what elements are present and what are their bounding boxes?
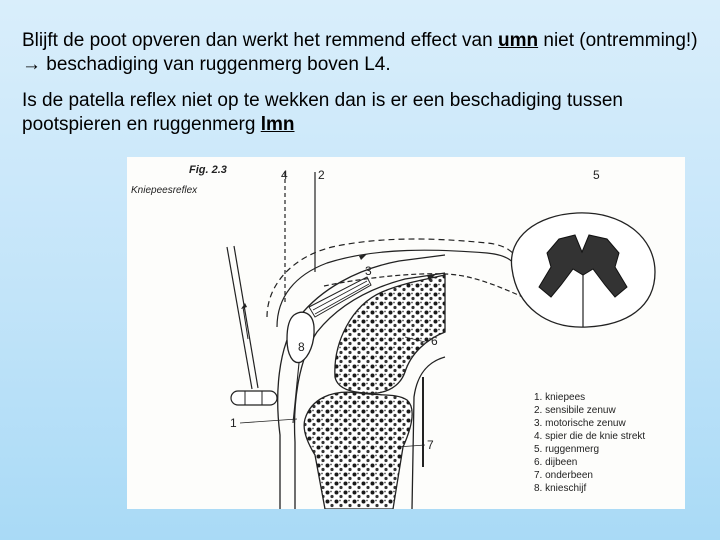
arrow-icon: →	[22, 54, 41, 75]
fig-title: Kniepeesreflex	[131, 185, 198, 196]
legend-item-7: 7. onderbeen	[534, 470, 593, 481]
knee-reflex-figure	[127, 157, 685, 509]
lmn-term: lmn	[260, 114, 295, 135]
legend-divider	[422, 377, 424, 467]
number-7: 7	[427, 438, 434, 452]
number-6: 6	[431, 334, 438, 348]
paragraph-umn	[22, 29, 702, 77]
knee-reflex-diagram	[127, 157, 685, 509]
patella	[287, 312, 314, 362]
legend	[534, 392, 645, 494]
spinal-cord	[511, 213, 655, 327]
number-8: 8	[298, 340, 305, 354]
legend-item-1: 1. kniepees	[534, 392, 586, 403]
paragraph-lmn	[22, 89, 702, 137]
para2-text-a: Is de patella reflex niet op te wekken dan is er een beschadiging tussen pootspieren en ruggenmerg	[22, 90, 623, 135]
number-1: 1	[230, 416, 237, 430]
number-5: 5	[593, 168, 600, 182]
legend-item-6: 6. dijbeen	[534, 457, 578, 468]
legend-item-5: 5. ruggenmerg	[534, 444, 600, 455]
umn-term: umn	[497, 30, 539, 51]
para1-text-c: beschadiging van ruggenmerg boven L4.	[41, 54, 391, 75]
number-2: 2	[318, 168, 325, 182]
para1-text-a: Blijft de poot opveren dan werkt het remmend effect van	[22, 30, 498, 51]
para1-text-b: niet (ontremming!)	[538, 30, 698, 51]
tibia-bone	[304, 392, 412, 509]
number-3: 3	[365, 264, 372, 278]
legend-item-2: 2. sensibile zenuw	[534, 405, 616, 416]
reflex-hammer	[227, 246, 277, 405]
fig-number: Fig. 2.3	[189, 164, 227, 176]
legend-item-8: 8. knieschijf	[534, 483, 587, 494]
legend-item-3: 3. motorische zenuw	[534, 418, 626, 429]
patellar-tendon	[293, 363, 299, 423]
number-4: 4	[281, 168, 288, 182]
legend-item-4: 4. spier die de knie strekt	[534, 431, 646, 442]
